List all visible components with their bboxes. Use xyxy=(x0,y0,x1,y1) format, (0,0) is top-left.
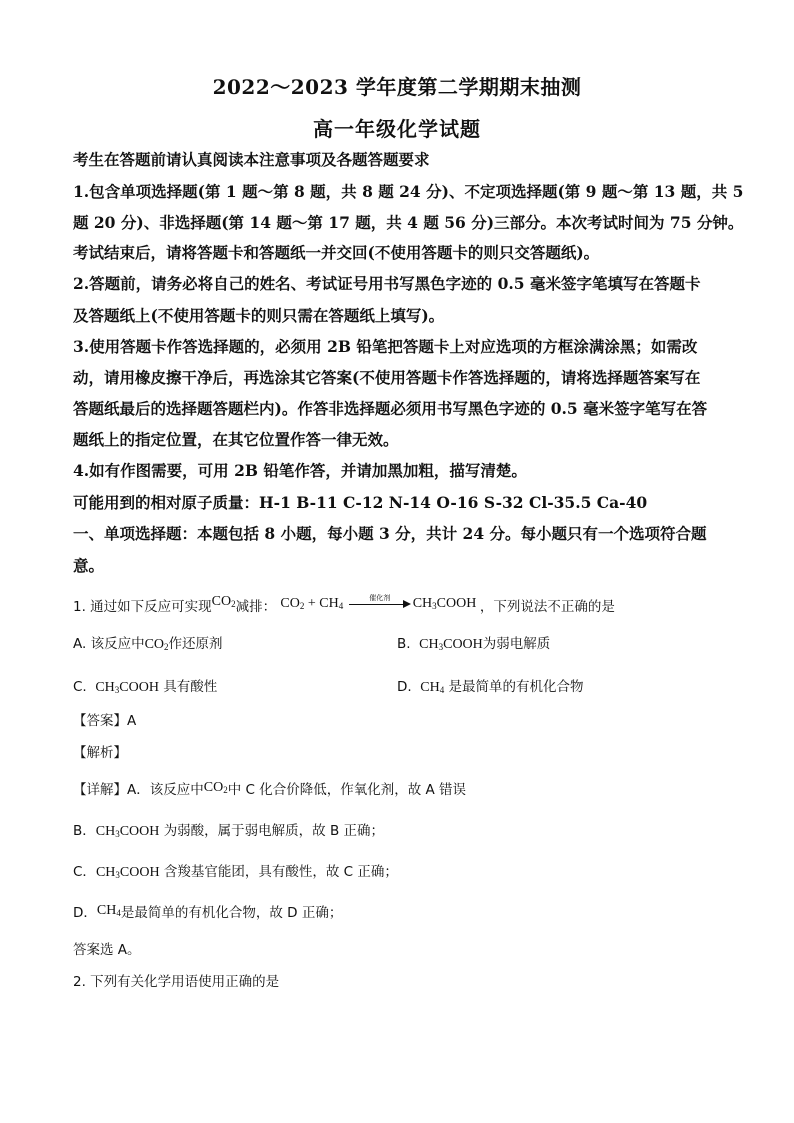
notice-line: 题 20 分)、非选择题(第 14 题～第 17 题，共 4 题 56 分)三部分。本次考试时间为 75 分钟。 xyxy=(73,213,744,232)
co2-formula: $CO_2$ xyxy=(211,594,236,609)
question-1-stem xyxy=(73,593,615,618)
notice-line: 考试结束后，请将答题卡和答题纸一并交回(不使用答题卡的则只交答题纸)。 xyxy=(73,243,600,262)
detail-c: C．$CH_3COOH$ 含羧基官能团，具有酸性，故 C 正确； xyxy=(73,864,398,880)
q1-suffix: ，下列说法不正确的是 xyxy=(479,599,615,615)
exam-subtitle: 高一年级化学试题 xyxy=(313,117,481,141)
catalyst-label: 催化剂 xyxy=(369,593,391,602)
notice-line: 2.答题前，请务必将自己的姓名、考试证号用书写黑色字迹的 0.5 毫米签字笔填写在答题卡 xyxy=(73,274,701,293)
option-b: B. $CH_3COOH$为弱电解质 xyxy=(397,636,551,652)
question-2-stem: 2. 下列有关化学用语使用正确的是 xyxy=(73,974,280,990)
section-heading-cont: 意。 xyxy=(73,556,105,575)
option-c: C. $CH_3COOH$ 具有酸性 xyxy=(73,679,218,695)
notice-line: 题纸上的指定位置，在其它位置作答一律无效。 xyxy=(73,430,399,449)
analysis-label: 【解析】 xyxy=(73,745,127,761)
detail-a: 【详解】A．该反应中$CO_2$中 C 化合价降低，作氧化剂，故 A 错误 xyxy=(73,780,467,798)
exam-title: 2022～2023 学年度第二学期期末抽测 xyxy=(212,75,582,99)
conclusion-line: 答案选 A。 xyxy=(73,942,141,958)
option-d: D. $CH_4$ 是最简单的有机化合物 xyxy=(397,679,584,695)
q1-mid: 减排： xyxy=(235,599,277,615)
atomic-mass-line: 可能用到的相对原子质量：H-1 B-11 C-12 N-14 O-16 S-32 Cl-35.5 Ca-40 xyxy=(73,493,648,512)
detail-d: D．$CH_4$是最简单的有机化合物，故 D 正确； xyxy=(73,903,343,921)
notice-line: 1.包含单项选择题(第 1 题～第 8 题，共 8 题 24 分)、不定项选择题(第 9 题～第 13 题，共 5 xyxy=(73,182,744,201)
notice-line: 4.如有作图需要，可用 2B 铅笔作答，并请加黑加粗，描写清楚。 xyxy=(73,461,527,480)
notice-line: 3.使用答题卡作答选择题的，必须用 2B 铅笔把答题卡上对应选项的方框涂满涂黑；如需改 xyxy=(73,337,698,356)
notice-line: 答题纸最后的选择题答题栏内)。作答非选择题必须用书写黑色字迹的 0.5 毫米签字笔写在答 xyxy=(73,399,708,418)
q1-prefix: 1. 通过如下反应可实现 xyxy=(73,599,212,615)
answer-line: 【答案】A xyxy=(73,713,137,729)
notice-heading: 考生在答题前请认真阅读本注意事项及各题答题要求 xyxy=(73,150,430,169)
option-a: A. 该反应中$CO_2$作还原剂 xyxy=(73,636,223,652)
notice-line: 动，请用橡皮擦干净后，再选涂其它答案(不使用答题卡作答选择题的，请将选择题答案写在 xyxy=(73,368,701,387)
notice-line: 及答题纸上(不使用答题卡的则只需在答题纸上填写)。 xyxy=(73,306,445,325)
reaction-equation: $CO_2 + CH_4$ 催化剂 $CH_3COOH$ xyxy=(280,596,479,611)
reaction-arrow-icon xyxy=(349,593,411,611)
detail-b: B．$CH_3COOH$ 为弱酸，属于弱电解质，故 B 正确； xyxy=(73,823,385,839)
section-heading: 一、单项选择题：本题包括 8 小题，每小题 3 分，共计 24 分。每小题只有一个选项符合题 xyxy=(73,524,707,543)
